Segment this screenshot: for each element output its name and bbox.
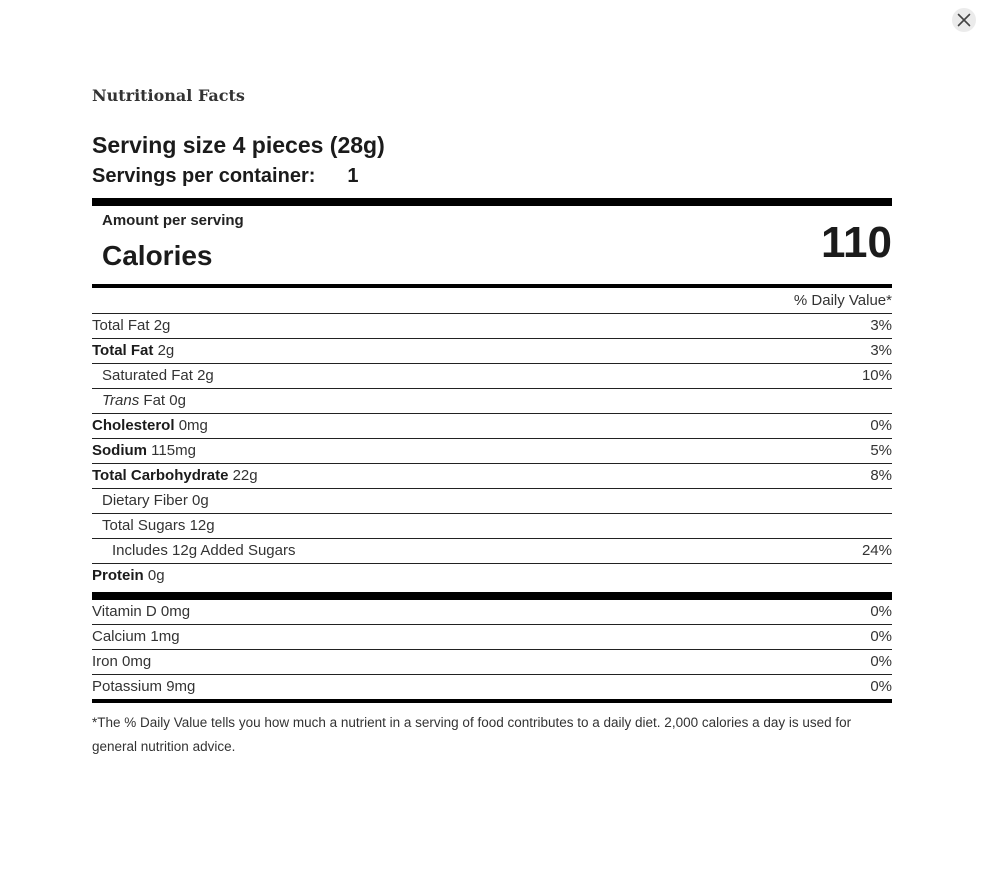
nutrition-facts-panel: [92, 84, 892, 759]
vitamin-name: Iron: [92, 653, 118, 670]
vitamin-dv: 0%: [870, 653, 892, 670]
nutrient-row: [92, 364, 892, 389]
calories-block: [92, 206, 892, 284]
divider-thick: [92, 592, 892, 600]
nutrient-row: [92, 414, 892, 439]
nutrient-row: [92, 389, 892, 414]
nutrient-row: [92, 314, 892, 339]
divider-medium: [92, 699, 892, 703]
nutrient-name: Includes 12g Added Sugars: [112, 542, 296, 559]
nutrient-row: [92, 514, 892, 539]
nutrient-name: Total Fat: [92, 317, 150, 334]
nutrient-name: Total Carbohydrate: [92, 467, 229, 484]
vitamin-row: [92, 600, 892, 625]
vitamin-dv: 0%: [870, 628, 892, 645]
vitamin-dv: 0%: [870, 603, 892, 620]
vitamin-row: [92, 650, 892, 675]
nutrient-amount: 0mg: [178, 417, 208, 434]
vitamin-amount: 0mg: [160, 603, 191, 620]
nutrient-amount: 2g: [157, 342, 175, 359]
nutrient-name: Total Sugars: [102, 517, 186, 534]
nutrient-amount: 115mg: [151, 442, 196, 459]
nutrient-row: [92, 439, 892, 464]
vitamin-name: Vitamin D: [92, 603, 157, 620]
daily-value-header: % Daily Value*: [92, 288, 892, 314]
serving-size: Serving size 4 pieces (28g): [92, 132, 385, 158]
nutrient-name: Cholesterol: [92, 417, 175, 434]
nutrient-amount: 0g: [169, 392, 186, 409]
nutrient-name: Dietary Fiber: [102, 492, 188, 509]
nutrient-dv: 0%: [870, 417, 892, 434]
servings-per-container: [92, 163, 892, 189]
vitamin-amount: 9mg: [166, 678, 196, 695]
nutrient-amount: 2g: [153, 317, 171, 334]
nutrient-dv: 24%: [861, 542, 892, 559]
close-icon: [957, 13, 971, 27]
nutrient-row: [92, 539, 892, 564]
vitamin-dv: 0%: [870, 678, 892, 695]
vitamin-row: [92, 625, 892, 650]
nutrient-name: Protein: [92, 567, 144, 584]
nutrient-amount: 2g: [197, 367, 214, 384]
close-button[interactable]: [952, 8, 976, 32]
nutrient-row: [92, 564, 892, 588]
nutrient-name: Sodium: [92, 442, 147, 459]
nutrient-name: Fat: [143, 392, 166, 409]
nutrient-dv: 8%: [870, 467, 892, 484]
nutrient-amount: 0g: [192, 492, 209, 509]
vitamin-name: Calcium: [92, 628, 147, 645]
nutrient-amount: 0g: [147, 567, 165, 584]
calories-label: Calories: [102, 240, 213, 271]
nutrition-title: Nutritional Facts: [92, 86, 245, 105]
nutrient-name: Total Fat: [92, 342, 154, 359]
calories-value: 110: [821, 218, 892, 267]
nutrient-dv: 3%: [870, 317, 892, 334]
nutrient-row: [92, 339, 892, 364]
nutrient-dv: 5%: [870, 442, 892, 459]
vitamin-name: Potassium: [92, 678, 163, 695]
nutrient-name: Saturated Fat: [102, 367, 193, 384]
divider-thick: [92, 198, 892, 206]
nutrient-amount: 12g: [189, 517, 215, 534]
vitamin-amount: 1mg: [150, 628, 180, 645]
nutrient-name-italic: Trans: [102, 392, 140, 409]
nutrient-amount: 22g: [232, 467, 258, 484]
nutrient-dv: 3%: [870, 342, 892, 359]
nutrient-row: [92, 464, 892, 489]
amount-per-serving: Amount per serving: [102, 212, 244, 229]
nutrient-dv: 10%: [861, 367, 892, 384]
footnote: *The % Daily Value tells you how much a nutrient in a serving of food contributes to a daily diet. 2,000 calories a day is used for general nutrition advice.: [92, 715, 852, 754]
servings-per-container-value: 1: [347, 165, 359, 187]
vitamin-row: [92, 675, 892, 699]
nutrient-row: [92, 489, 892, 514]
vitamin-amount: 0mg: [122, 653, 152, 670]
servings-per-container-label: Servings per container:: [92, 165, 316, 187]
